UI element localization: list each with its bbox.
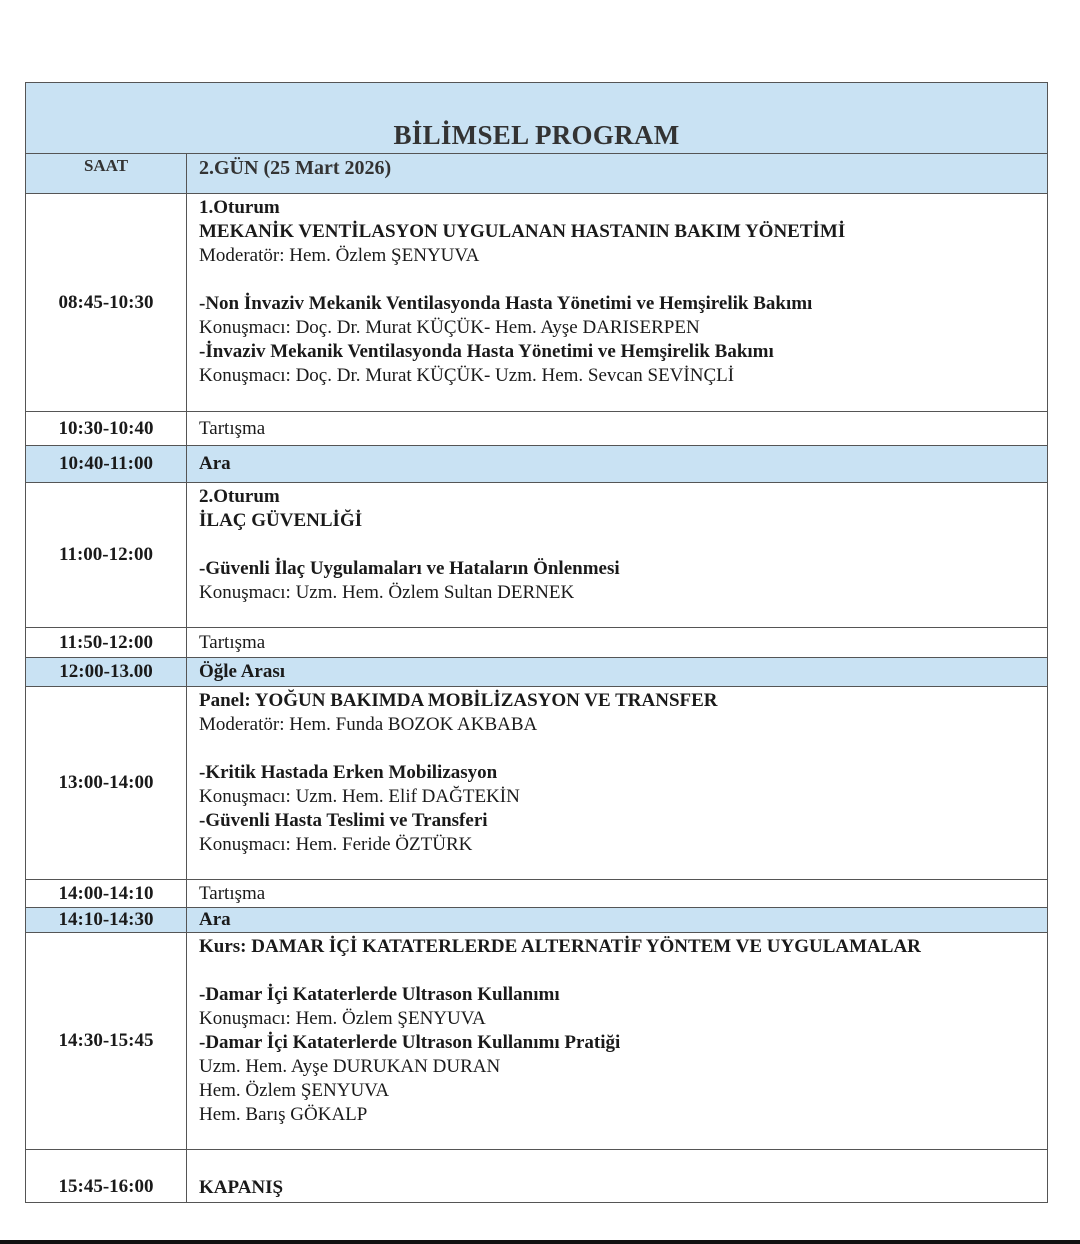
row-text: Ara: [199, 453, 231, 474]
session-content: [187, 933, 1047, 1149]
session-time: 11:00-12:00: [26, 483, 187, 627]
row-time: 14:10-14:30: [26, 908, 187, 932]
lunch-break-row: [26, 658, 1047, 687]
speaker: Konuşmacı: Doç. Dr. Murat KÜÇÜK- Uzm. Hem. Sevcan SEVİNÇLİ: [199, 365, 735, 386]
talk-title: -İnvaziv Mekanik Ventilasyonda Hasta Yönetimi ve Hemşirelik Bakımı: [199, 341, 774, 362]
panel-row: [26, 687, 1047, 880]
break-row: [26, 908, 1047, 933]
speaker: Konuşmacı: Doç. Dr. Murat KÜÇÜK- Hem. Ayşe DARISERPEN: [199, 317, 700, 338]
moderator: Moderatör: Hem. Özlem ŞENYUVA: [199, 245, 480, 266]
speaker: Konuşmacı: Hem. Feride ÖZTÜRK: [199, 834, 473, 855]
speaker: Konuşmacı: Uzm. Hem. Elif DAĞTEKİN: [199, 786, 520, 807]
talk-title: -Non İnvaziv Mekanik Ventilasyonda Hasta Yönetimi ve Hemşirelik Bakımı: [199, 293, 813, 314]
session-row-1: [26, 194, 1047, 412]
row-time: 10:40-11:00: [26, 446, 187, 482]
session-time: 14:30-15:45: [26, 933, 187, 1149]
time-column-header: SAAT: [26, 154, 187, 193]
row-time: 12:00-13.00: [26, 658, 187, 686]
moderator: Moderatör: Hem. Funda BOZOK AKBABA: [199, 714, 538, 735]
trainer: Hem. Barış GÖKALP: [199, 1104, 368, 1125]
trainer: Uzm. Hem. Ayşe DURUKAN DURAN: [199, 1056, 501, 1077]
session-number: 1.Oturum: [199, 197, 280, 218]
row-time: 14:00-14:10: [26, 880, 187, 907]
session-time: 13:00-14:00: [26, 687, 187, 879]
row-text: Öğle Arası: [199, 661, 286, 682]
discussion-row: [26, 880, 1047, 908]
title-row: [26, 83, 1047, 154]
closing-row: [26, 1150, 1047, 1202]
program-title: BİLİMSEL PROGRAM: [393, 120, 680, 150]
talk-title: -Damar İçi Kataterlerde Ultrason Kullanımı Pratiği: [199, 1032, 621, 1053]
course-row: [26, 933, 1047, 1150]
break-row: [26, 446, 1047, 483]
row-text: Ara: [199, 909, 231, 930]
talk-title: -Damar İçi Kataterlerde Ultrason Kullanımı: [199, 984, 560, 1005]
row-text: Tartışma: [199, 631, 266, 653]
session-topic: MEKANİK VENTİLASYON UYGULANAN HASTANIN BAKIM YÖNETİMİ: [199, 221, 846, 242]
row-text: Tartışma: [199, 417, 266, 439]
session-topic: Kurs: DAMAR İÇİ KATATERLERDE ALTERNATİF YÖNTEM VE UYGULAMALAR: [199, 936, 921, 957]
row-text: KAPANIŞ: [199, 1177, 284, 1198]
discussion-row: [26, 412, 1047, 446]
trainer: Hem. Özlem ŞENYUVA: [199, 1080, 390, 1101]
talk-title: -Güvenli İlaç Uygulamaları ve Hataların Önlenmesi: [199, 558, 620, 579]
speaker: Konuşmacı: Hem. Özlem ŞENYUVA: [199, 1008, 486, 1029]
speaker: Konuşmacı: Uzm. Hem. Özlem Sultan DERNEK: [199, 582, 575, 603]
program-table: [25, 82, 1048, 1203]
bottom-border: [0, 1240, 1080, 1244]
discussion-row: [26, 628, 1047, 658]
row-time: 15:45-16:00: [26, 1150, 187, 1202]
session-topic: Panel: YOĞUN BAKIMDA MOBİLİZASYON VE TRANSFER: [199, 690, 718, 711]
session-content: [187, 687, 1047, 879]
session-content: [187, 483, 1047, 627]
row-text: Tartışma: [199, 882, 266, 904]
row-time: 10:30-10:40: [26, 412, 187, 445]
header-row: [26, 154, 1047, 194]
session-time: 08:45-10:30: [26, 194, 187, 411]
row-time: 11:50-12:00: [26, 628, 187, 657]
talk-title: -Güvenli Hasta Teslimi ve Transferi: [199, 810, 488, 831]
session-content: [187, 194, 1047, 411]
talk-title: -Kritik Hastada Erken Mobilizasyon: [199, 762, 498, 783]
session-topic: İLAÇ GÜVENLİĞİ: [199, 510, 363, 531]
day-header: 2.GÜN (25 Mart 2026): [199, 157, 392, 179]
session-number: 2.Oturum: [199, 486, 280, 507]
session-row-2: [26, 483, 1047, 628]
